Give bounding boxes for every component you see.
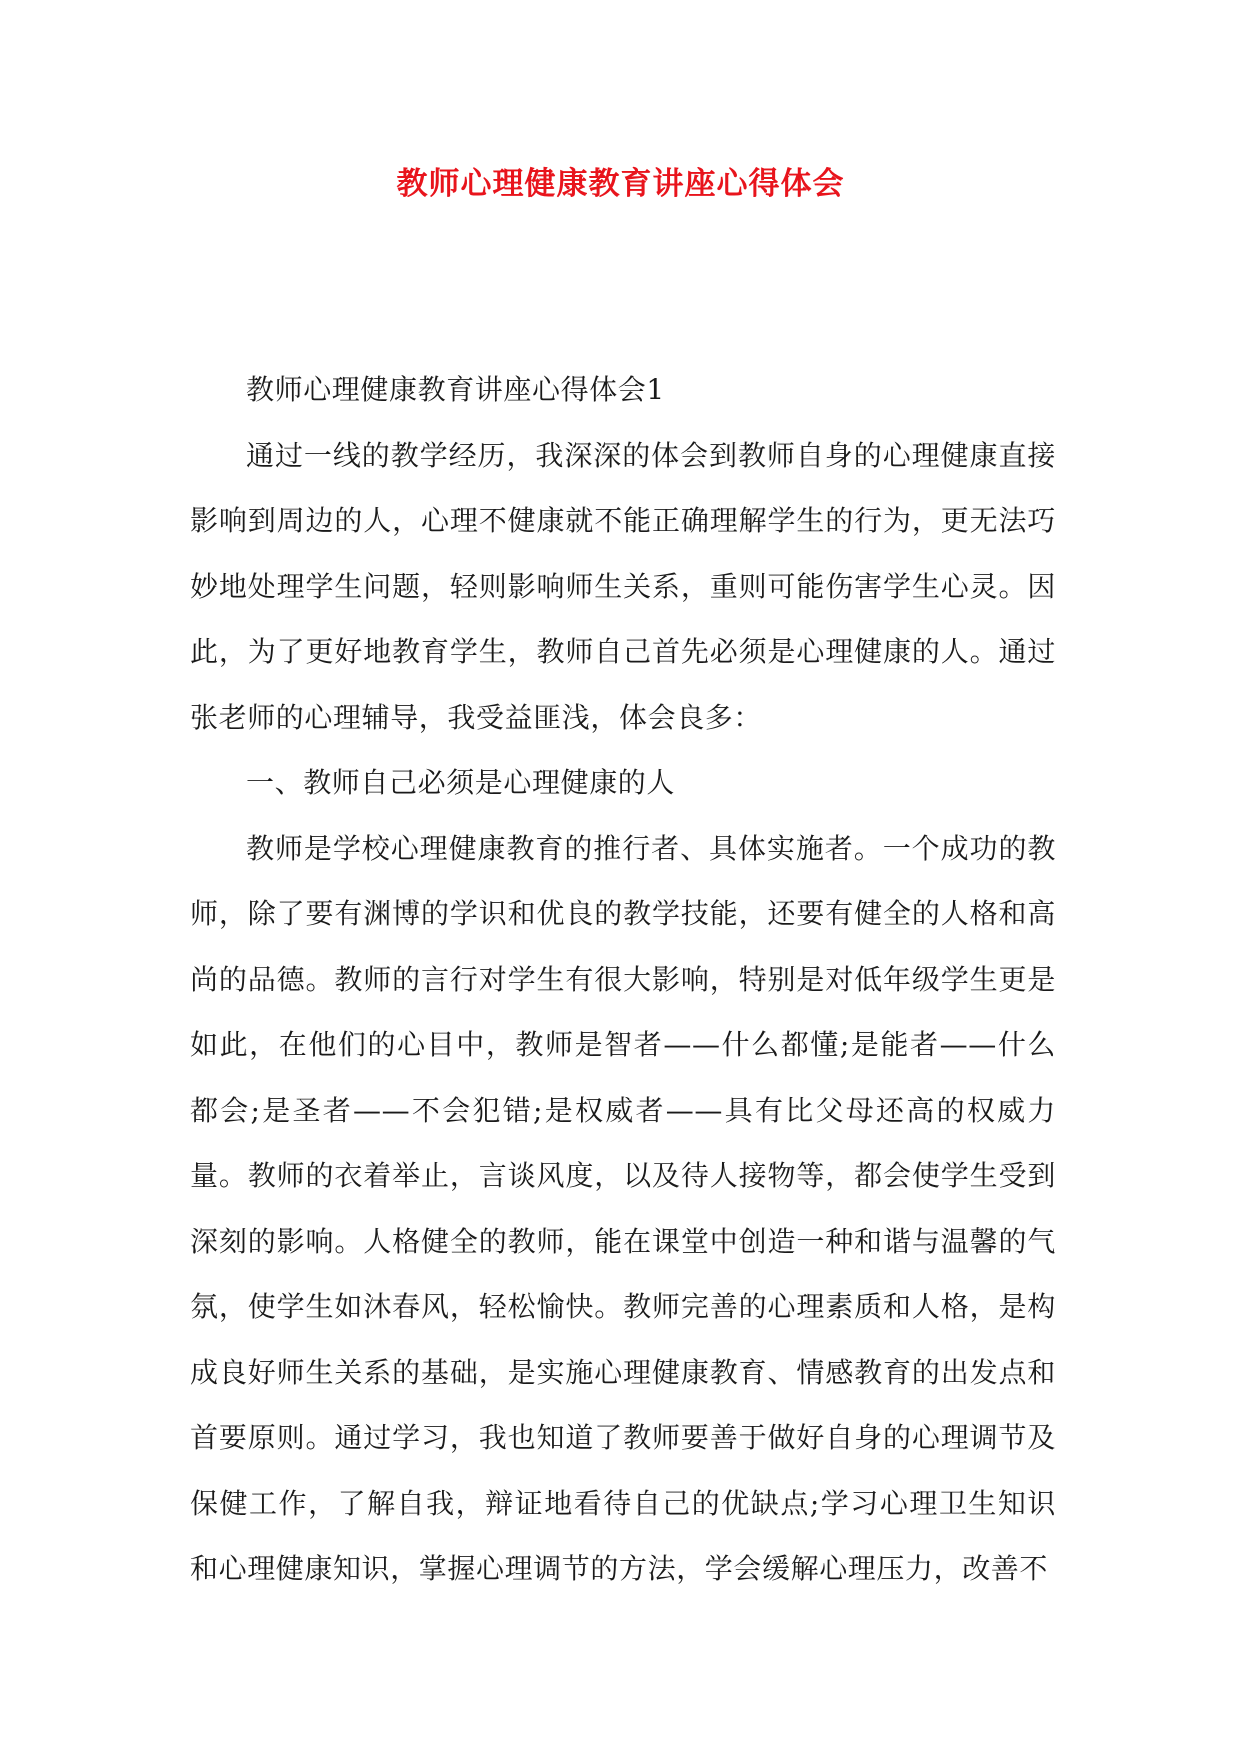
subsection-heading: 一、教师自己必须是心理健康的人 (246, 766, 676, 799)
document-title: 教师心理健康教育讲座心得体会 (396, 166, 845, 202)
paragraph: 通过一线的教学经历，我深深的体会到教师自身的心理健康直接影响到周边的人，心理不健康就不能正确理解学生的行为，更无法巧妙地处理学生问题，轻则影响师生关系，重则可能伤害学生心灵。因此，为了更好地教育学生，教师自己首先必须是心理健康的人。通过张老师的心理辅导，我受益匪浅，体会良多： (190, 438, 1056, 734)
document-body (190, 357, 1056, 1602)
paragraph: 教师是学校心理健康教育的推行者、具体实施者。一个成功的教师，除了要有渊博的学识和优良的教学技能，还要有健全的人格和高尚的品德。教师的言行对学生有很大影响，特别是对低年级学生更是如此，在他们的心目中，教师是智者——什么都懂;是能者——什么都会;是圣者——不会犯错;是权威者——具有比父母还高的权威力量。教师的衣着举止，言谈风度，以及待人接物等，都会使学生受到深刻的影响。人格健全的教师，能在课堂中创造一种和谐与温馨的气氛，使学生如沐春风，轻松愉快。教师完善的心理素质和人格，是构成良好师生关系的基础，是实施心理健康教育、情感教育的出发点和首要原则。通过学习，我也知道了教师要善于做好自身的心理调节及保健工作，了解自我，辩证地看待自己的优缺点;学习心理卫生知识和心理健康知识，掌握心理调节的方法，学会缓解心理压力，改善不 (190, 831, 1056, 1585)
section-heading: 教师心理健康教育讲座心得体会1 (246, 373, 665, 406)
